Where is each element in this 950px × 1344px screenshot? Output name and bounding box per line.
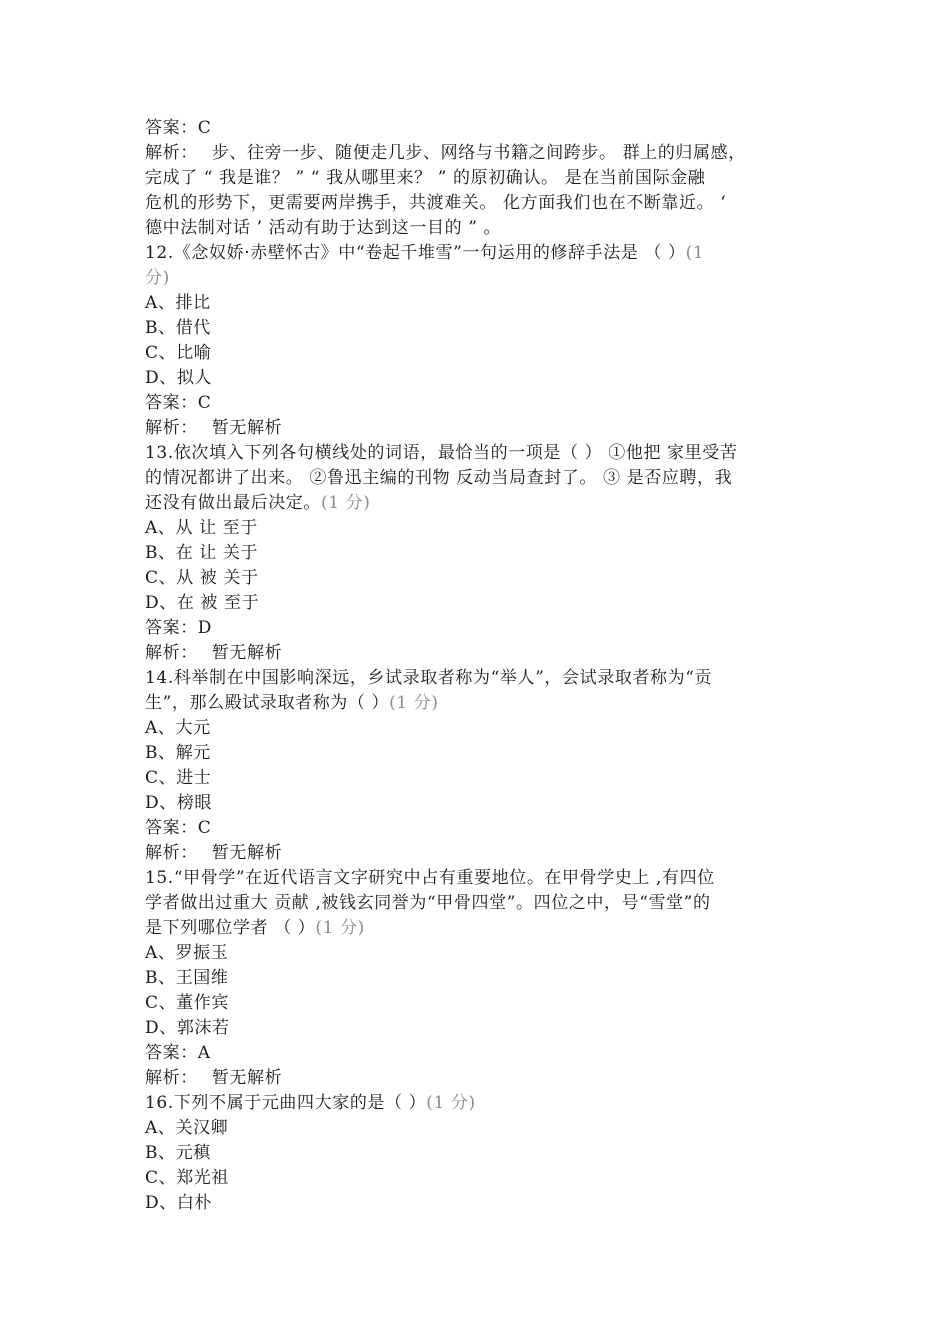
analysis-text: 完成了 “ 我是谁？ ” “ 我从哪里来？ ” 的原初确认。 是在当前国际金融 [145, 168, 706, 188]
option-a: A、罗振玉 [145, 943, 229, 963]
question-score: (1 [685, 243, 705, 263]
answer-line: 答案：D [145, 618, 213, 638]
question-stem: 是下列哪位学者 （ ）(1 分) [145, 918, 365, 938]
answer-line: 答案：C [145, 393, 212, 413]
analysis-label: 解析： [145, 418, 198, 438]
option-b: B、元稹 [145, 1143, 211, 1163]
option-d: D、榜眼 [145, 793, 213, 813]
option-a: A、从 让 至于 [145, 518, 258, 538]
analysis-text: 步、往旁一步、随便走几步、网络与书籍之间跨步。 群上的归属感， [211, 143, 746, 163]
analysis-text: 暂无解析 [211, 418, 283, 438]
analysis-label: 解析： [145, 643, 198, 663]
question-list [145, 116, 807, 1216]
question-stem: 16.下列不属于元曲四大家的是（ ）(1 分) [145, 1093, 476, 1113]
answer-line: 答案：C [145, 118, 212, 138]
option-b: B、在 让 关于 [145, 543, 259, 563]
analysis-label: 解析： [145, 1068, 198, 1088]
analysis-line [145, 416, 807, 441]
option-c: C、比喻 [145, 343, 212, 363]
question-stem: 13.依次填入下列各句横线处的词语，最恰当的一项是（ ） ①他把 家里受苦 [145, 443, 738, 463]
option-c: C、进士 [145, 768, 212, 788]
option-a: A、关汉卿 [145, 1118, 229, 1138]
option-b: B、王国维 [145, 968, 229, 988]
option-b: B、借代 [145, 318, 211, 338]
analysis-line [145, 641, 807, 666]
option-b: B、解元 [145, 743, 211, 763]
option-d: D、拟人 [145, 368, 213, 388]
option-d: D、白朴 [145, 1193, 213, 1213]
question-score: 分) [145, 268, 170, 288]
analysis-label: 解析： [145, 843, 198, 863]
analysis-text: 暂无解析 [211, 843, 283, 863]
option-a: A、排比 [145, 293, 211, 313]
option-d: D、在 被 至于 [145, 593, 260, 613]
question-score: (1 分) [426, 1093, 476, 1113]
analysis-label: 解析： [145, 143, 198, 163]
question-score: (1 分) [315, 918, 365, 938]
question-stem: 还没有做出最后决定。(1 分) [145, 493, 371, 513]
answer-line: 答案：A [145, 1043, 211, 1063]
question-stem: 的情况都讲了出来。 ②鲁迅主编的刊物 反动当局查封了。 ③ 是否应聘，我 [145, 468, 733, 488]
question-stem: 12.《念奴娇·赤壁怀古》中“卷起千堆雪”一句运用的修辞手法是 （ ）(1 [145, 243, 705, 263]
option-d: D、郭沫若 [145, 1018, 230, 1038]
analysis-line [145, 1066, 807, 1091]
option-c: C、从 被 关于 [145, 568, 259, 588]
option-a: A、大元 [145, 718, 211, 738]
question-stem: 生”，那么殿试录取者称为（ ）(1 分) [145, 693, 439, 713]
question-stem: 15.“甲骨学”在近代语言文字研究中占有重要地位。在甲骨学史上 ,有四位 [145, 868, 715, 888]
question-stem: 14.科举制在中国影响深远，乡试录取者称为“举人”，会试录取者称为“贡 [145, 668, 713, 688]
question-stem: 学者做出过重大 贡献 ,被钱玄同誉为“甲骨四堂”。四位之中，号“雪堂”的 [145, 893, 711, 913]
analysis-text: 暂无解析 [211, 643, 283, 663]
analysis-text: 德中法制对话 ’ 活动有助于达到这一目的 ” 。 [145, 218, 502, 238]
answer-line: 答案：C [145, 818, 212, 838]
option-c: C、董作宾 [145, 993, 230, 1013]
analysis-line [145, 141, 807, 166]
question-score: (1 分) [389, 693, 439, 713]
analysis-line [145, 841, 807, 866]
question-score: (1 分) [321, 493, 371, 513]
analysis-text: 危机的形势下，更需要两岸携手，共渡难关。 化方面我们也在不断靠近。 ‘ [145, 193, 727, 213]
analysis-text: 暂无解析 [211, 1068, 283, 1088]
option-c: C、郑光祖 [145, 1168, 230, 1188]
